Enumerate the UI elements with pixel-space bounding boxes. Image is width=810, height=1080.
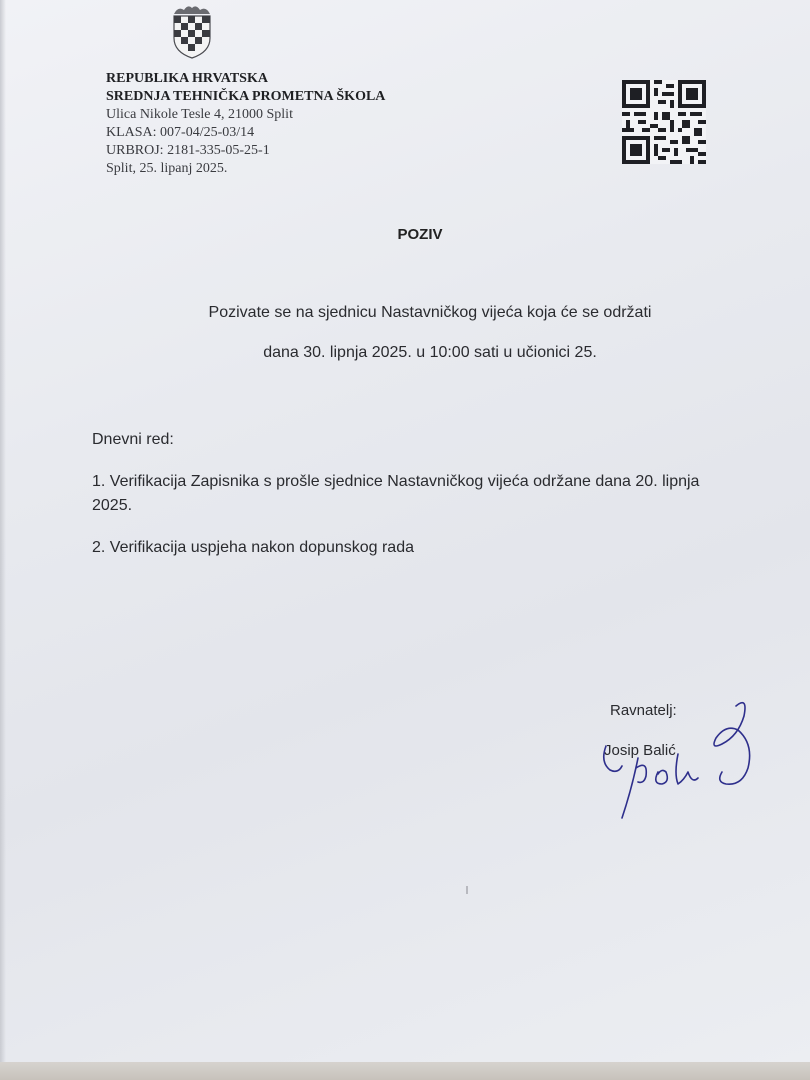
header-line-country: REPUBLIKA HRVATSKA [106, 71, 268, 86]
agenda-item: 2. Verifikacija uspjeha nakon dopunskog rada [92, 539, 414, 556]
qr-code-icon [622, 80, 706, 164]
paper-mark [466, 886, 468, 894]
coat-of-arms-icon [168, 2, 216, 60]
handwritten-signature [598, 688, 758, 828]
agenda-item: 1. Verifikacija Zapisnika s prošle sjednice Nastavničkog vijeća održane dana 20. lipnja 2025. [92, 473, 700, 514]
agenda-section [92, 428, 732, 560]
header-line-school: SREDNJA TEHNIČKA PROMETNA ŠKOLA [106, 89, 386, 104]
signatory-role: Ravnatelj: [610, 702, 677, 719]
invitation-text [180, 304, 680, 362]
invitation-line-2: dana 30. lipnja 2025. u 10:00 sati u učionici 25. [263, 344, 597, 361]
signatory-name: Josip Balić [604, 742, 676, 759]
table-surface [0, 1062, 810, 1080]
invitation-line-1: Pozivate se na sjednicu Nastavničkog vijeća koja će se održati [208, 304, 652, 321]
header-line-address: Ulica Nikole Tesle 4, 21000 Split [106, 107, 293, 122]
header-line-date: Split, 25. lipanj 2025. [106, 161, 228, 176]
paper-edge-shadow [0, 0, 6, 1080]
agenda-heading: Dnevni red: [92, 431, 174, 448]
school-header [106, 70, 385, 178]
document-title: POZIV [397, 226, 443, 243]
header-line-klasa: KLASA: 007-04/25-03/14 [106, 125, 255, 140]
header-line-urbroj: URBROJ: 2181-335-05-25-1 [106, 143, 270, 158]
